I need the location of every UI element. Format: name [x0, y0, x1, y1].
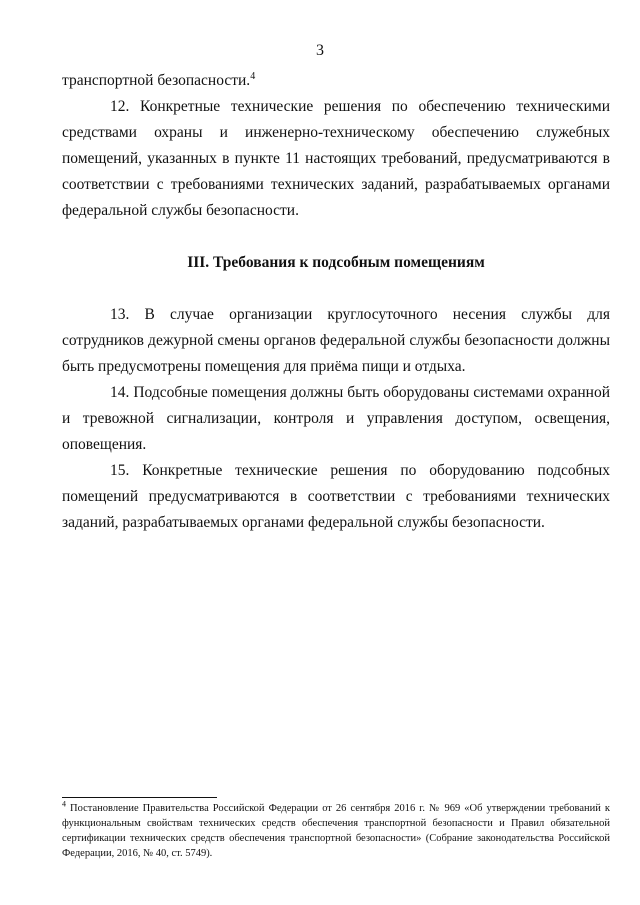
footnote-mark: 4 [62, 799, 66, 809]
paragraph-15: 15. Конкретные технические решения по оборудованию подсобных помещений предусматриваются в соответствии с требованиями технических заданий, разрабатываемых органами федеральной службы безопасности. [62, 462, 610, 531]
footnote [62, 801, 610, 861]
paragraph-14: 14. Подсобные помещения должны быть оборудованы системами охранной и тревожной сигнализации, контроля и управления доступом, освещения, оповещения. [62, 384, 610, 453]
document-body [62, 68, 610, 536]
continuation-text: транспортной безопасности. [62, 72, 251, 89]
footnote-divider [62, 797, 217, 798]
continuation-line [62, 68, 610, 94]
section-heading: III. Требования к подсобным помещениям [187, 254, 485, 271]
paragraph-12: 12. Конкретные технические решения по обеспечению техническими средствами охраны и инженерно-техническому обеспечению служебных помещений, указанных в пункте 11 настоящих требований, предусматриваются в соответствии с требованиями технических заданий, разрабатываемых органами федеральной службы безопасности. [62, 98, 610, 219]
footnote-text: Постановление Правительства Российской Федерации от 26 сентября 2016 г. № 969 «Об утверждении требований к функциональным свойствам технических средств обеспечения транспортной безопасности и Правил обязательной сертификации технических средств обеспечения транспортной безопасности» (Собрание законодательства Российской Федерации, 2016, № 40, ст. 5749). [62, 803, 610, 859]
paragraph-13: 13. В случае организации круглосуточного несения службы для сотрудников дежурной смены органов федеральной службы безопасности должны быть предусмотрены помещения для приёма пищи и отдыха. [62, 306, 610, 375]
footnote-reference: 4 [250, 70, 256, 82]
page-number: 3 [316, 42, 324, 59]
